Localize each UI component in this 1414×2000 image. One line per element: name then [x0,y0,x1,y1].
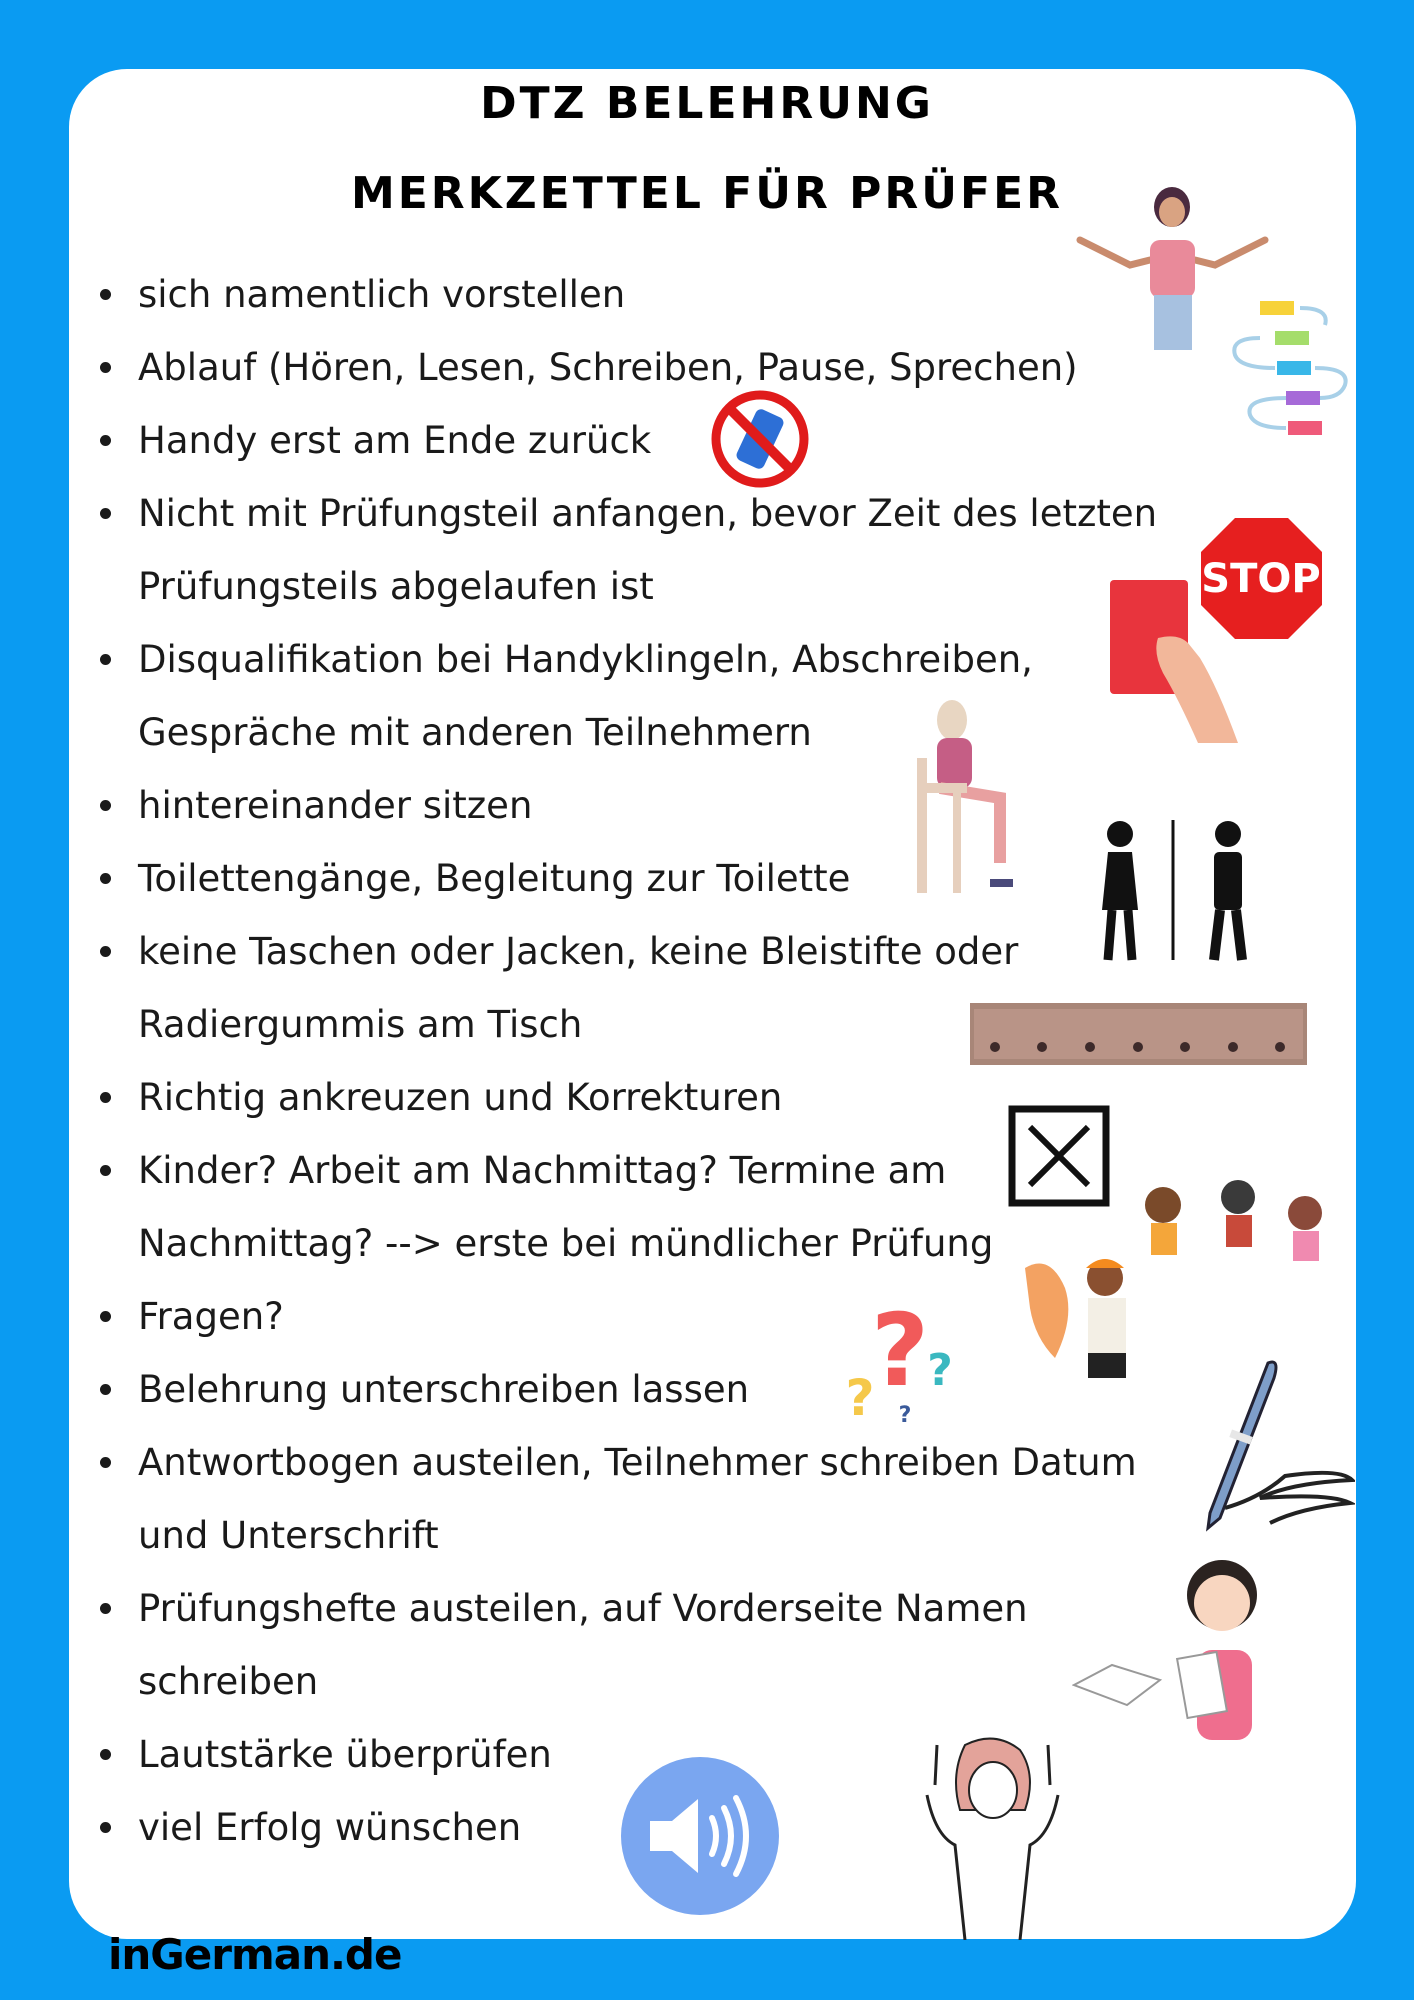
list-item: viel Erfolg wünschen [138,1791,521,1864]
list-item: Toilettengänge, Begleitung zur Toilette [138,842,850,915]
red-card-illustration [1108,578,1238,745]
coat-rack-illustration [970,1003,1307,1065]
sitting-woman-illustration [915,698,1027,893]
running-children-illustration [1133,1175,1338,1300]
brand-logo: inGerman.de [108,1930,402,1979]
list-item: keine Taschen oder Jacken, keine Bleistifte oder Radiergummis am Tisch [138,915,1018,1061]
no-phone-icon [710,389,810,489]
list-item: Ablauf (Hören, Lesen, Schreiben, Pause, Sprechen) [138,331,1078,404]
list-item: sich namentlich vorstellen [138,258,625,331]
svg-text:?: ? [898,1403,912,1428]
list-item: Prüfungshefte austeilen, auf Vorderseite Namen schreiben [138,1572,1028,1718]
speaker-icon [620,1756,780,1916]
worker-illustration [1020,1248,1140,1378]
page-title: DTZ BELEHRUNG [480,78,934,129]
list-item: hintereinander sitzen [138,769,532,842]
list-item: Handy erst am Ende zurück [138,404,651,477]
list-item: Nicht mit Prüfungsteil anfangen, bevor Zeit des letzten Prüfungsteils abgelaufen ist [138,477,1157,623]
list-item: Fragen? [138,1280,284,1353]
question-marks-icon [840,1290,965,1430]
crossed-checkbox-icon [1008,1105,1110,1207]
svg-text:STOP: STOP [1201,556,1321,602]
pen-icon [1200,1358,1355,1536]
list-item: Belehrung unterschreiben lassen [138,1353,749,1426]
fingers-crossed-woman-illustration [925,1735,1060,1940]
list-item: Richtig ankreuzen und Korrekturen [138,1061,782,1134]
flowchart-icon [1220,295,1360,440]
svg-text:?: ? [870,1292,930,1409]
list-item: Lautstärke überprüfen [138,1718,552,1791]
svg-text:?: ? [927,1345,953,1396]
girl-handing-paper-illustration [1072,1545,1274,1755]
toilet-figures-icon [1090,820,1255,965]
page-subtitle: MERKZETTEL FÜR PRÜFER [350,168,1064,219]
svg-text:?: ? [845,1369,875,1427]
list-item: Antwortbogen austeilen, Teilnehmer schreiben Datum und Unterschrift [138,1426,1137,1572]
list-item: Disqualifikation bei Handyklingeln, Abschreiben, Gespräche mit anderen Teilnehmern [138,623,1033,769]
list-item: Kinder? Arbeit am Nachmittag? Termine am Nachmittag? --> erste bei mündlicher Prüfung [138,1134,993,1280]
